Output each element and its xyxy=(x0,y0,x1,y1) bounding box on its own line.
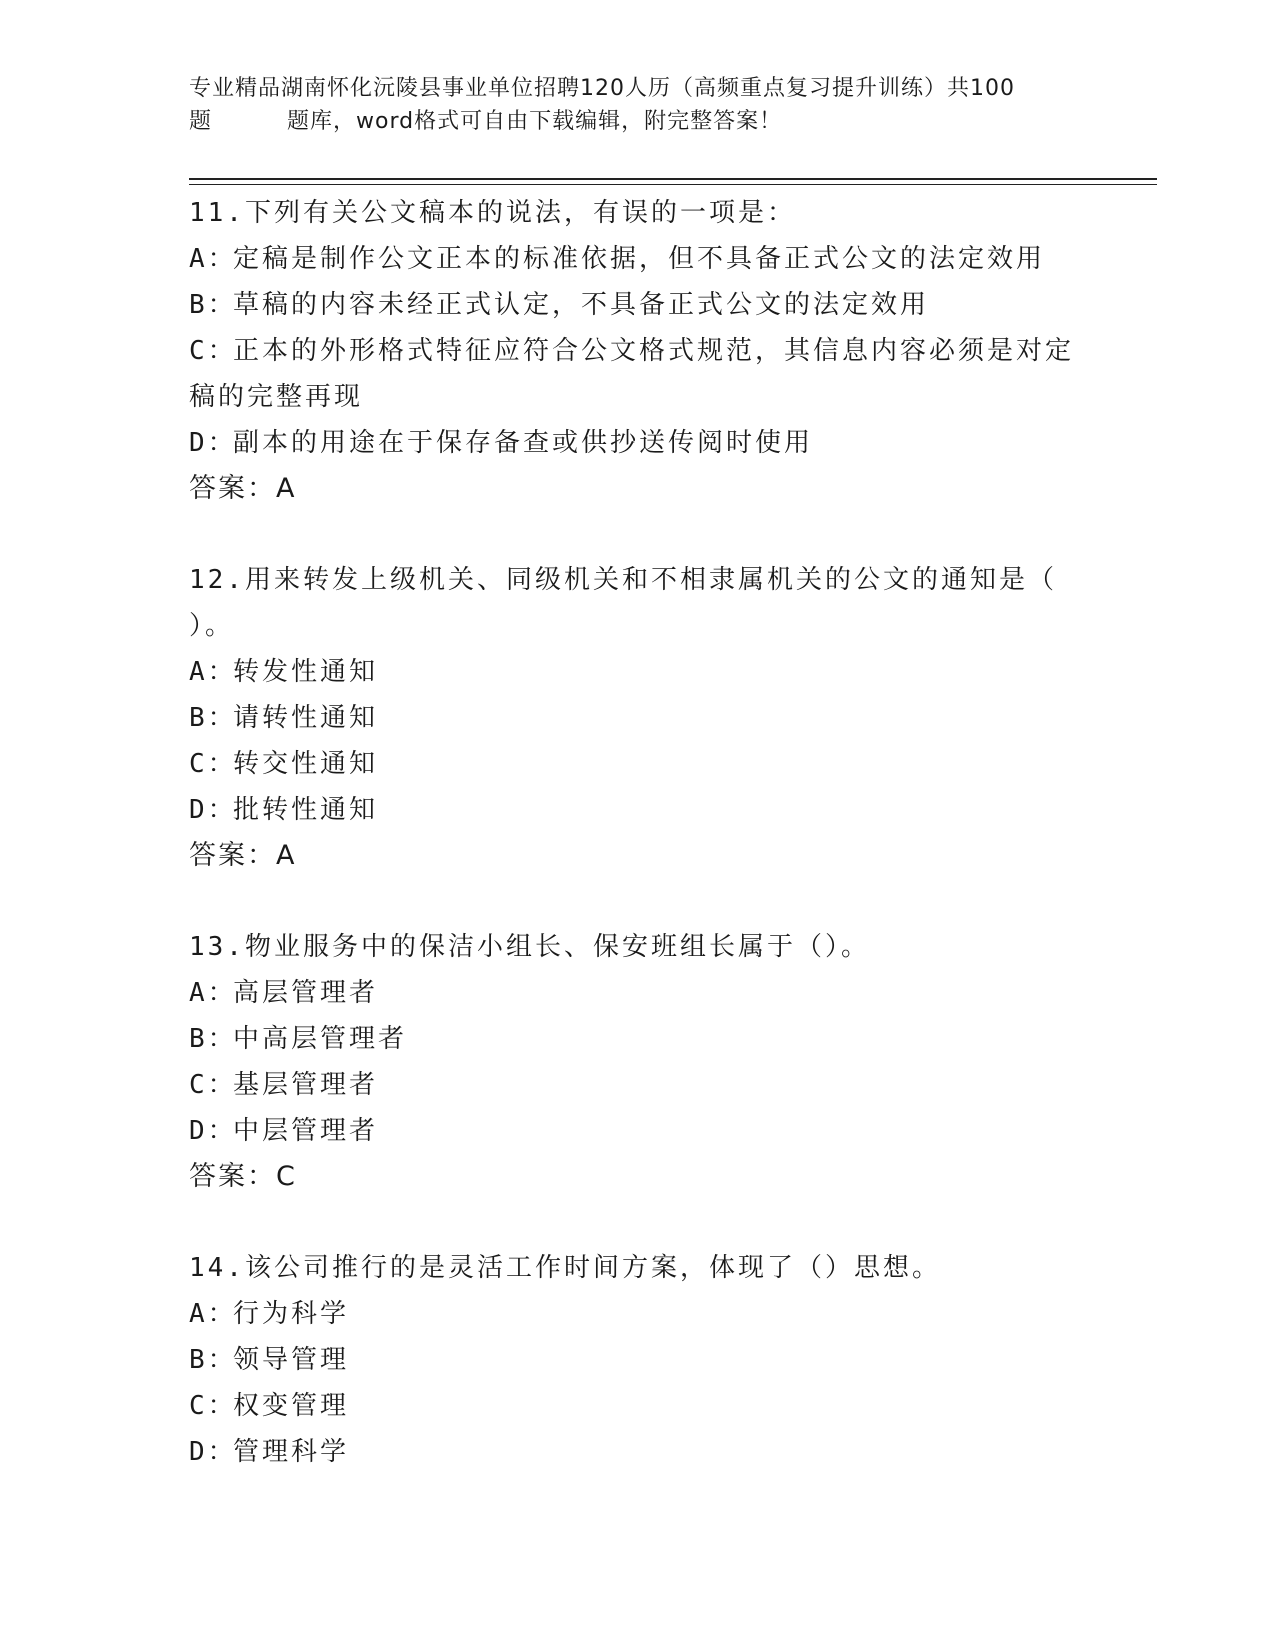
option-key: B： xyxy=(189,1024,237,1054)
option-text: 定稿是制作公文正本的标准依据，但不具备正式公文的法定效用 xyxy=(233,244,1046,274)
option-item xyxy=(189,328,1089,374)
option-item: 稿的完整再现 xyxy=(189,382,364,412)
option-key: A： xyxy=(189,1299,237,1329)
question-stem: 13.物业服务中的保洁小组长、保安班组长属于（）。 xyxy=(189,932,870,962)
option-item xyxy=(189,1383,1089,1429)
question-block xyxy=(189,924,1089,1200)
option-item xyxy=(189,741,1089,787)
option-key: C： xyxy=(189,336,237,366)
header-title-line1: 专业精品湖南怀化沅陵县事业单位招聘120人历（高频重点复习提升训练）共100 xyxy=(189,76,1015,101)
option-text: 管理科学 xyxy=(233,1437,350,1467)
option-key: B： xyxy=(189,290,237,320)
option-key: C： xyxy=(189,749,237,779)
header-title-line2 xyxy=(189,105,1089,138)
option-item xyxy=(189,236,1089,282)
option-item xyxy=(189,1108,1089,1154)
option-key: A： xyxy=(189,244,237,274)
option-key: A： xyxy=(189,657,237,687)
option-key: D： xyxy=(189,1116,237,1146)
option-item xyxy=(189,695,1089,741)
option-text: 行为科学 xyxy=(233,1299,350,1329)
option-key: C： xyxy=(189,1391,237,1421)
option-text: 批转性通知 xyxy=(233,795,379,825)
option-item xyxy=(189,282,1089,328)
option-key: D： xyxy=(189,1437,237,1467)
header-divider-thick xyxy=(189,178,1157,180)
question-list xyxy=(189,190,1089,1475)
header-divider-thin xyxy=(189,184,1157,185)
option-text: 转发性通知 xyxy=(233,657,379,687)
option-text: 草稿的内容未经正式认定，不具备正式公文的法定效用 xyxy=(233,290,930,320)
option-key: D： xyxy=(189,428,237,458)
option-text: 中层管理者 xyxy=(233,1116,379,1146)
option-item xyxy=(189,1429,1089,1475)
header-title-line2-right: 题库，word格式可自由下载编辑，附完整答案！ xyxy=(287,109,783,134)
option-item xyxy=(189,1337,1089,1383)
answer-line: 答案：A xyxy=(189,473,297,504)
question-block xyxy=(189,557,1089,879)
option-key: B： xyxy=(189,703,237,733)
option-key: D： xyxy=(189,795,237,825)
option-item xyxy=(189,420,1089,466)
option-key: B： xyxy=(189,1345,237,1375)
answer-line: 答案：A xyxy=(189,840,297,871)
option-text: 转交性通知 xyxy=(233,749,379,779)
question-stem: 14.该公司推行的是灵活工作时间方案，体现了（）思想。 xyxy=(189,1253,941,1283)
question-block xyxy=(189,1245,1089,1475)
option-text: 高层管理者 xyxy=(233,978,379,1008)
option-item xyxy=(189,787,1089,833)
header-title-line2-left: 题 xyxy=(189,109,213,134)
option-item xyxy=(189,970,1089,1016)
option-text: 副本的用途在于保存备查或供抄送传阅时使用 xyxy=(233,428,814,458)
option-key: C： xyxy=(189,1070,237,1100)
option-text: 中高层管理者 xyxy=(233,1024,408,1054)
question-stem: 12.用来转发上级机关、同级机关和不相隶属机关的公文的通知是（ xyxy=(189,565,1057,595)
question-block xyxy=(189,190,1089,512)
option-text: 权变管理 xyxy=(233,1391,350,1421)
option-text: 正本的外形格式特征应符合公文格式规范，其信息内容必须是对定 xyxy=(233,336,1075,366)
answer-line: 答案：C xyxy=(189,1161,297,1192)
option-item xyxy=(189,649,1089,695)
option-item xyxy=(189,1016,1089,1062)
question-stem: 11.下列有关公文稿本的说法，有误的一项是： xyxy=(189,198,796,228)
option-text: 请转性通知 xyxy=(233,703,379,733)
option-item xyxy=(189,1062,1089,1108)
option-key: A： xyxy=(189,978,237,1008)
page-header xyxy=(189,72,1089,138)
option-item xyxy=(189,1291,1089,1337)
option-text: 基层管理者 xyxy=(233,1070,379,1100)
question-stem: ）。 xyxy=(189,611,235,641)
option-text: 领导管理 xyxy=(233,1345,350,1375)
